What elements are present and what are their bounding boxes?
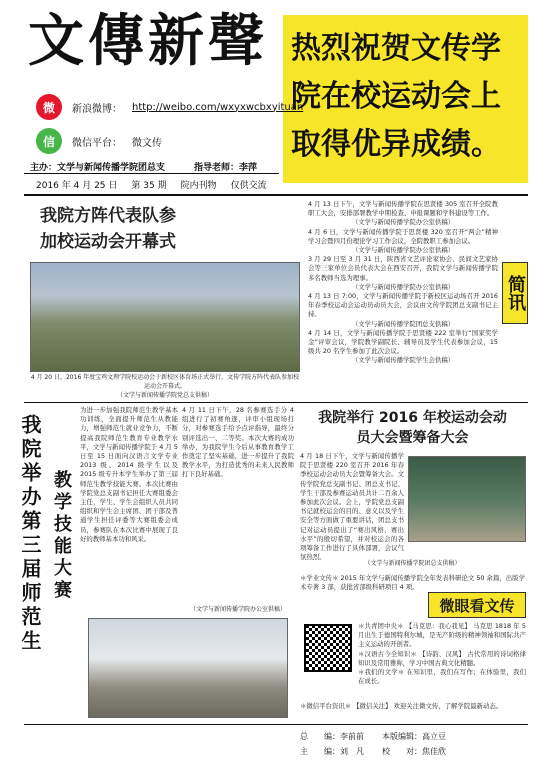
headline-line: 热烈祝贺文传学: [291, 31, 501, 66]
article1-caption: 4 月 20 日，2016 年度宝鸡文理学院校运动会于新校区体育场正式举行，文传学院方阵代表队参加校运动会开幕式。: [30, 374, 300, 390]
brief-item: （文学与新闻传播学院办公室供稿）: [351, 282, 455, 291]
article1-source: （文学与新闻传播学院党总支供稿）: [116, 392, 213, 399]
weiyan-item: ＊共青团中央＊ 【马克思：我心我见】 马克思 1818 年 5 月出生于德国特利尔城，是无产阶级的精神领袖和国际共产主义运动的开创者。: [358, 622, 526, 649]
brief-item: （文学与新闻传播学院学生会供稿）: [351, 356, 455, 365]
brief-item: 4 月 14 日，文学与新闻传播学院于思贤楼 222 室举行“国家奖学金”评审会议，学院教学副院长、辅导员及学生代表参加会议，15 级共 20 名学生参加了此次会议。: [308, 328, 498, 356]
wechat-label: 微信平台：: [72, 137, 122, 149]
article3-title: [300, 408, 525, 448]
weiyan-list: [358, 622, 526, 686]
weibo-link[interactable]: http://weibo.com/wxyxwcbxyituan: [132, 101, 304, 113]
wechat-row: [36, 126, 162, 156]
chief-name: 李前前: [340, 732, 364, 741]
issue-note: 仅供交流: [230, 181, 267, 191]
sports-parade-photo: [30, 262, 300, 372]
brief-item: 3 月 29 日至 3 月 31 日，陕西省文艺评论家协会、民间文艺家协会等三家单位会员代表大会在西安召开，我院文学与新闻传播学院多名教师当选为理事。: [308, 255, 498, 282]
weiyan-item: ＊汉语古今全知识＊ 【诗韵、汉风】 古代常用的诗词格律知识及常用雅称，学习中国古典文化精髓。: [358, 649, 526, 667]
article3-source: （文学与新闻传播学院团总支供稿）: [364, 560, 461, 567]
issue-type: 院内刊物: [180, 181, 217, 191]
article3-body: 4 月 18 日下午，文学与新闻传播学院于思贤楼 220 室召开 2016 年春季校运动会动员大会暨筹备大会。文传学院党总支副书记、团总支书记、学生干部及参赛运动员共计二百余人参加此次会议。会上，学院党总支副书记就校运会的目的、意义以及学生安全等方面做了重要讲话，团总支书记对运动员提出了“赛出风格、赛出水平”的殷切希望，并对校运会的各项筹备工作进行了具体部署，会议气氛热烈。: [300, 452, 404, 562]
proof-label: 校 对：: [382, 747, 422, 756]
wechat-value: 微文传: [132, 137, 162, 149]
brief-item: 4 月 6 日，文学与新闻传播学院于思贤楼 320 室召开“两会”精神学习会暨四月份理论学习工作会议，全院教职工参加会议。: [308, 227, 498, 245]
sponsor-line: [30, 160, 165, 173]
brief-item: （文学与新闻传播学院办公室供稿）: [351, 218, 455, 227]
layout-name: 高立豆: [422, 732, 446, 741]
weiyan-tag: 微眼看文传: [428, 592, 526, 618]
chief-label: 总 编：: [300, 732, 340, 741]
brief-tag: 简讯: [502, 262, 528, 324]
wechat-icon: 信: [36, 128, 62, 154]
article2-vertical-title2: 教学技能大赛: [51, 470, 72, 602]
weiyan-item: ＊学业文传＊ 2015 年文学与新闻传播学院全年发表科研论文 50 余篇，出版学术专著 3 部，获批省部级科研项目 4 项。: [300, 574, 525, 592]
brief-item: （文学与新闻传播学院办公室供稿）: [351, 246, 455, 255]
brief-item: 4 月 13 日 7:00，文学与新闻传播学院于新校区运动场召开 2016 年春季校运动会运动员动员大会，会议由文传学院团总支副书记主持。: [308, 292, 498, 319]
mobilization-meeting-photo: [408, 456, 526, 542]
article2-vertical-title: 我院举办第三届师范生: [18, 414, 42, 654]
article1-title-line: 加校运动会开幕式: [40, 232, 176, 252]
weibo-row: [36, 92, 303, 122]
issue-date: 2016 年 4 月 25 日: [36, 181, 118, 191]
article2-body2: 4 月 11 日下午，28 名参赛选手分 4 组进行了初赛角逐，评审小组现场打分，对参赛选手给予点评指导，最终分别评选出一、二等奖。本次大赛的成功举办，为我院学生今后从事教育教学工作奠定了坚实基础，进一步提升了我院教学水平，为打造优秀的未来人民教师打下良好基础。: [182, 406, 294, 479]
teaching-contest-photo: [88, 618, 288, 718]
headline-line: 取得优异成绩。: [291, 127, 501, 162]
weiyan-item: ＊我们的文学＊ 在知识里，我们在写作；在体验里，我们在成长。: [358, 668, 526, 686]
brief-item: （文学与新闻传播学院团总支供稿）: [351, 319, 455, 328]
headline-line: 院在校运动会上: [291, 79, 501, 114]
editor-label: 主 编：: [300, 747, 340, 756]
article3-title-line: 员大会暨筹备大会: [356, 430, 469, 446]
sponsor: 主办：文学与新闻传播学院团总支: [30, 163, 166, 173]
masthead-title: 文傳新聲: [28, 8, 268, 74]
editor-name: 刘 凡: [340, 747, 364, 756]
qr-code-image: [304, 624, 352, 672]
headline-banner: [283, 15, 528, 183]
brief-item: 4 月 13 日下午，文学与新闻传播学院在思贤楼 305 室召开全院教职工大会，安排部署教学中期检查、申报课题和学科建设等工作。: [308, 200, 498, 218]
article1-title-line: 我院方阵代表队参: [40, 206, 176, 226]
article1-title: [40, 203, 176, 255]
article2-source: （文学与新闻传播学院办公室供稿）: [189, 606, 286, 613]
layout-label: 本版编辑：: [382, 732, 422, 741]
weibo-label: 新浪微博：: [72, 103, 122, 115]
article3-title-line: 我院举行 2016 年校运动会动: [318, 410, 507, 426]
proof-name: 焦佳欣: [422, 747, 446, 756]
advisor: 指导老师：李萍: [194, 163, 258, 173]
brief-list: [308, 200, 498, 366]
weiyan-item: ＊微信平台资讯＊ 【微信关注】 欢迎关注微文传，了解学院最新动态。: [300, 702, 503, 710]
issue-number: 第 35 期: [131, 181, 167, 191]
footer-credits: [290, 728, 456, 760]
article2-body: 为进一步加强我院师范生教学基本功训练，全面提升师范生从教能力，增强师范生就业竞争力，不断提高我院师范生教育专业教学水平，文学与新闻传播学院于 4 月 5 日至 15 日面向汉语言文学专业 2013 级、2014 级学生以及 2015 级专升本学生举办了第三届师范生教学技能大赛。本次比赛由学院党总支副书记担任大赛组委会主任，学生、学生会组织人员共同组织和学生会主席团、团干部及普通学生担任评委等大赛组委会成员，参赛队在本次比赛中展现了良好的教师基本功和风采。: [80, 406, 178, 543]
issue-line: [36, 178, 267, 191]
weibo-icon: 微: [36, 94, 62, 120]
